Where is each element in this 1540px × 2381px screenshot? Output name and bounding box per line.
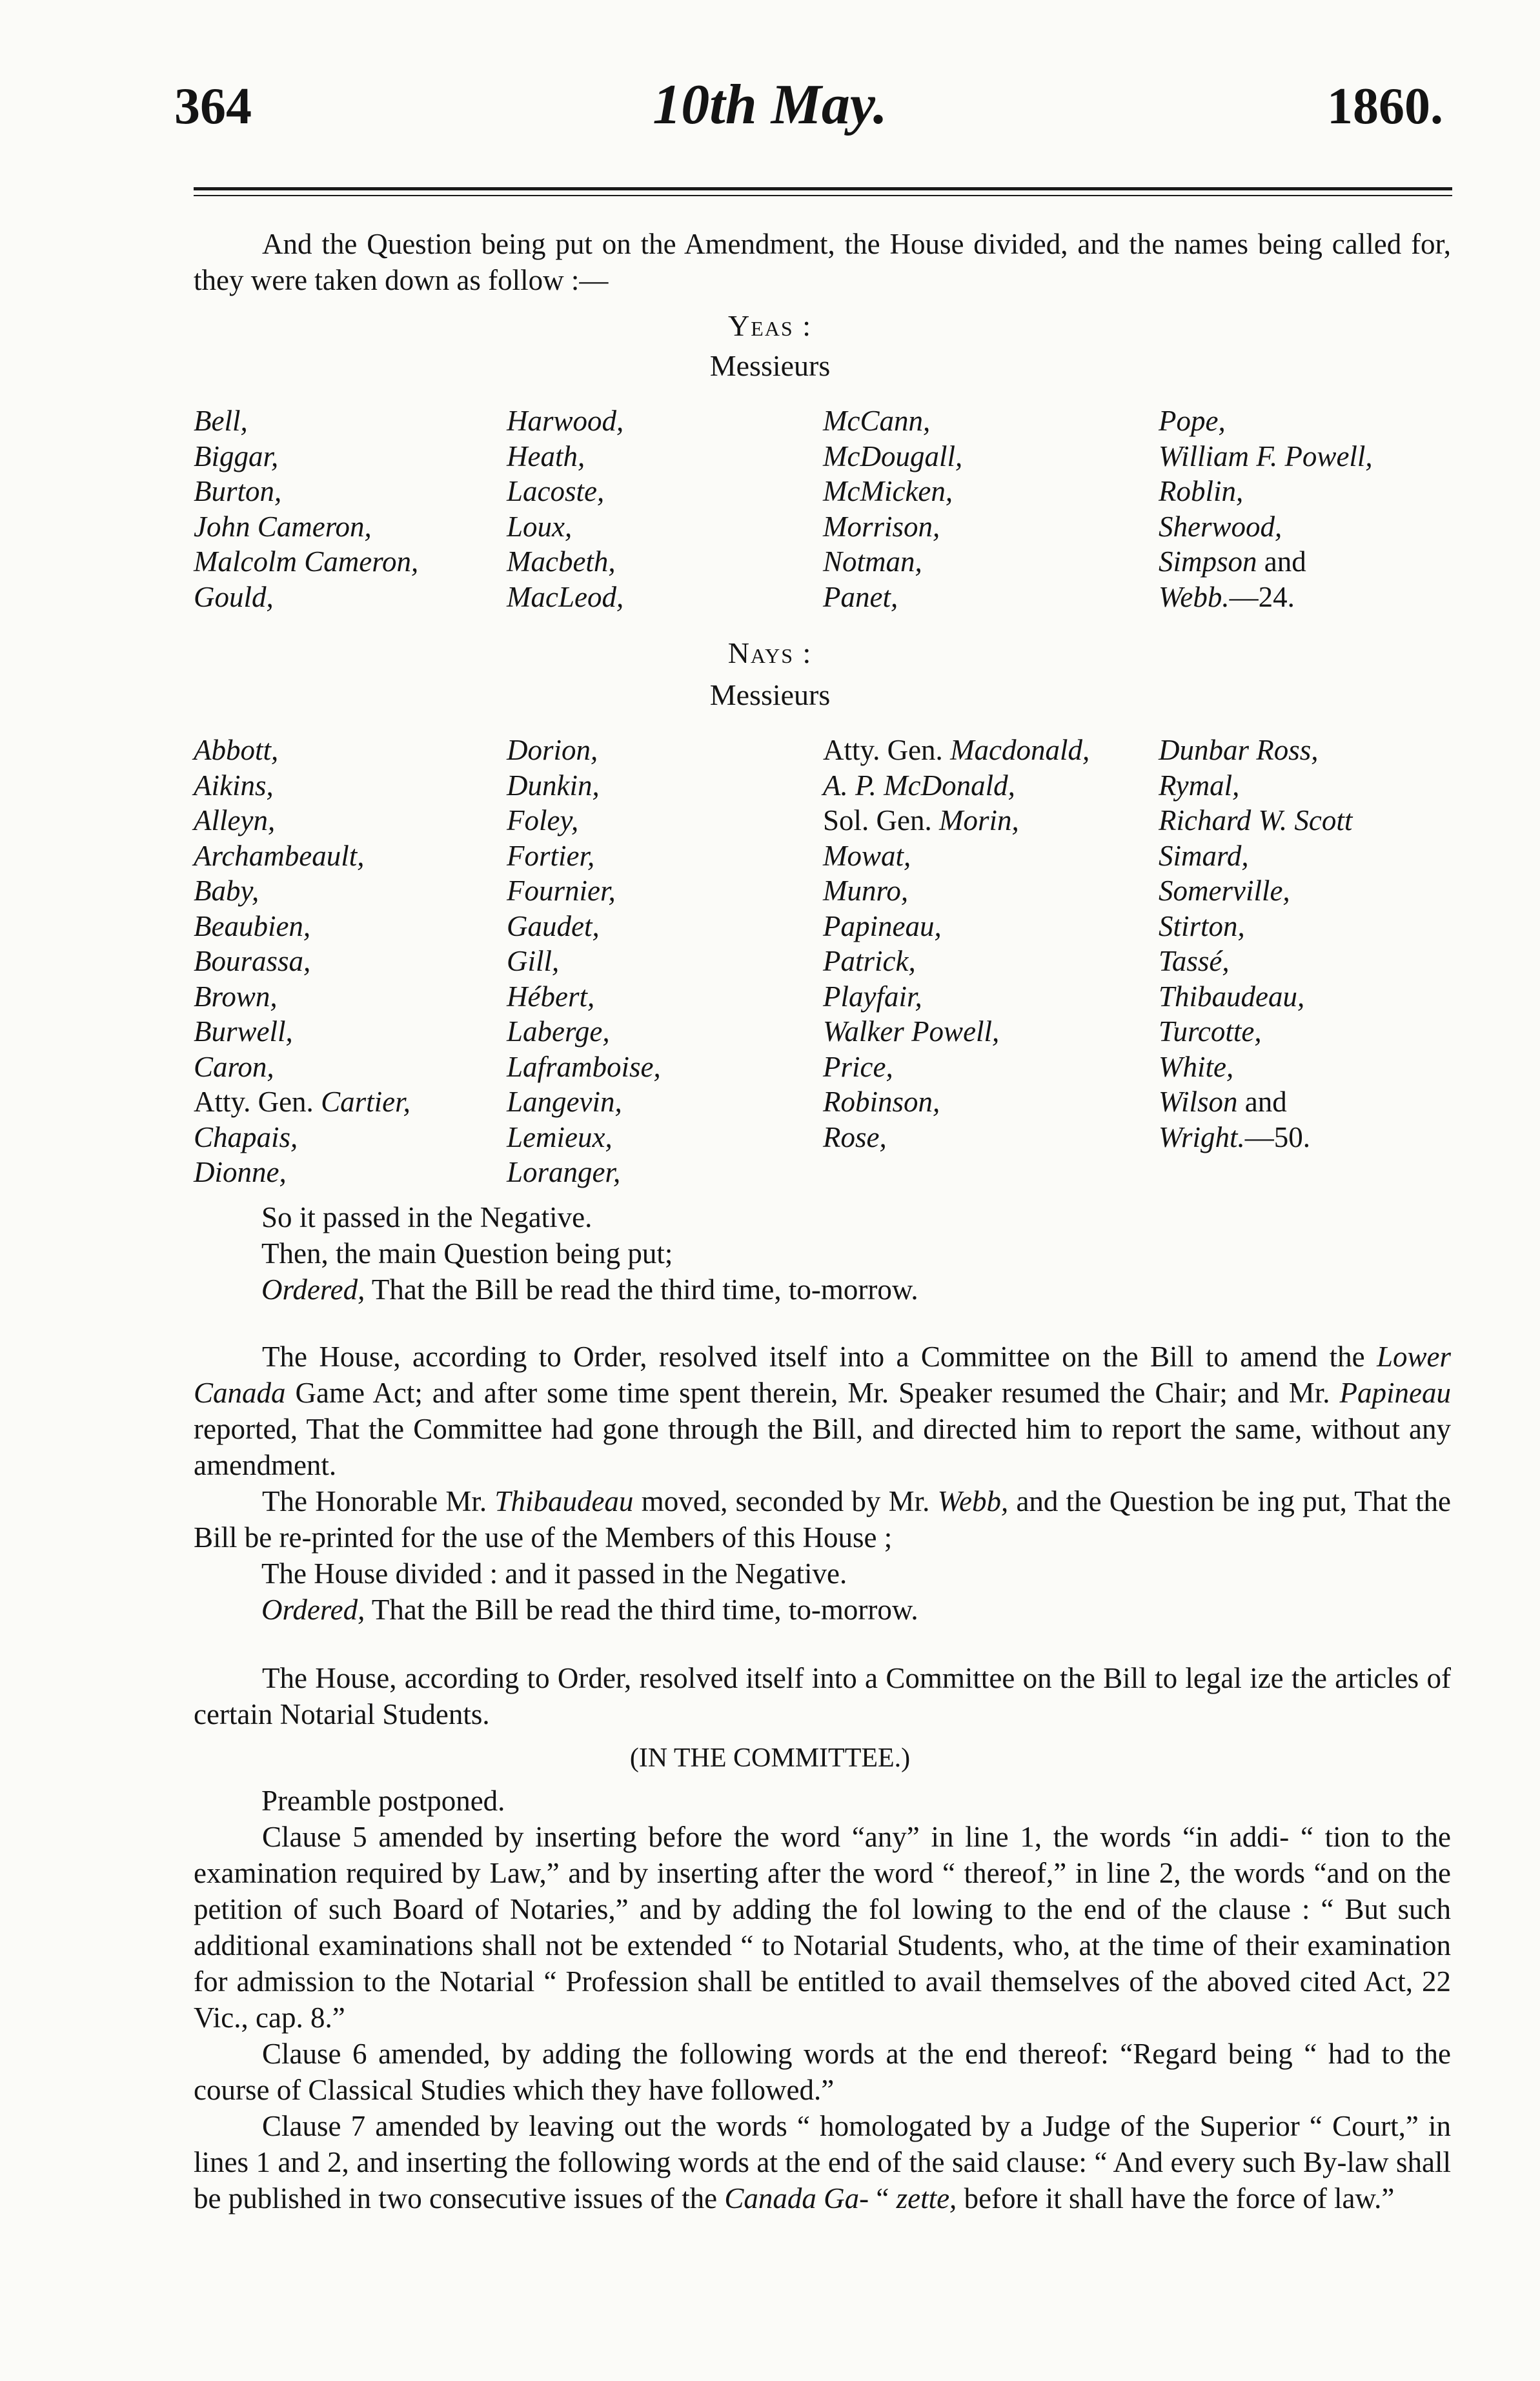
nays-member-name: A. P. McDonald, (823, 769, 1015, 802)
page-date-heading: 10th May. (653, 74, 887, 136)
yeas-member-name: McMicken, (823, 475, 953, 507)
nays-member-name: Lemieux, (507, 1120, 613, 1153)
yeas-member-name: Pope, (1159, 405, 1226, 437)
yeas-member-name: Morrison, (823, 510, 940, 543)
yeas-member-name: Harwood, (507, 405, 624, 437)
nays-member-name: Atty. Gen. Cartier, (194, 1086, 410, 1118)
nays-member-name: Loranger, (507, 1156, 621, 1188)
nays-member-name: Gaudet, (507, 909, 600, 942)
yeas-member-name: Roblin, (1159, 475, 1244, 507)
passed-negative-line: So it passed in the Negative. (261, 1201, 593, 1233)
yeas-member-name: Gould, (194, 580, 274, 613)
yeas-member-name: Sherwood, (1159, 510, 1282, 543)
yeas-member-name: Malcolm Cameron, (194, 545, 419, 578)
nays-member-name: Aikins, (194, 769, 274, 802)
nays-member-name: Caron, (194, 1050, 274, 1083)
nays-member-name: White, (1159, 1050, 1234, 1083)
nays-name-list (194, 733, 1459, 1190)
clause-7-paragraph: Clause 7 amended by leaving out the words “ homologated by a Judge of the Superior “ Court,” in lines 1 and 2, and inserting the following words at the end of the said clause: “ And every such By-law shall be published in two consecutive issues of the Canada Ga- “ zette, before it shall have the force of law.” (194, 2110, 1451, 2214)
yeas-member-name: Lacoste, (507, 475, 605, 507)
yeas-member-name: Heath, (507, 440, 585, 472)
game-act-committee-paragraph: The House, according to Order, resolved itself into a Committee on the Bill to amend the Lower Canada Game Act; and after some time spent therein, Mr. Speaker resumed the Chair; and Mr. Papineau reported, That the Committee had gone through the Bill, and directed him to report the same, without any amendment. (194, 1341, 1451, 1481)
nays-member-name: Beaubien, (194, 909, 311, 942)
nays-member-name: Robinson, (823, 1086, 940, 1118)
nays-member-name: Sol. Gen. Morin, (823, 804, 1019, 836)
nays-member-name: Atty. Gen. Macdonald, (823, 734, 1090, 766)
nays-member-name: Dunkin, (507, 769, 600, 802)
nays-member-name: Simard, (1159, 839, 1249, 872)
nays-member-name: Rose, (823, 1120, 887, 1153)
nays-member-name: Alleyn, (194, 804, 276, 836)
nays-member-name: Price, (823, 1050, 893, 1083)
nays-member-name: Gill, (507, 945, 560, 977)
nays-member-name: Fortier, (507, 839, 595, 872)
nays-member-name: Foley, (507, 804, 579, 836)
nays-member-name: Fournier, (507, 875, 616, 907)
nays-member-name: Turcotte, (1159, 1015, 1262, 1048)
nays-member-name: Abbott, (194, 734, 279, 766)
nays-member-name: Dionne, (194, 1156, 287, 1188)
nays-member-name: Richard W. Scott (1159, 804, 1353, 836)
clause-5-paragraph: Clause 5 amended by inserting before the word “any” in line 1, the words “in addi- “ tion to the examination required by Law,” and by inserting after the word “ thereof,” in line 2, the words “and on the petition of such Board of Notaries,” and by adding the fol lowing to the end of the clause : “ But such additional examinations shall not be extended “ to Notarial Students, who, at the time of their examination for admission to the Notarial “ Profession shall be entitled to avail themselves of the aboved cited Act, 22 Vic., cap. 8.” (194, 1821, 1451, 2034)
nays-member-name: Somerville, (1159, 875, 1290, 907)
nays-member-name: Laberge, (507, 1015, 610, 1048)
nays-member-name: Thibaudeau, (1159, 980, 1305, 1013)
yeas-name-list (194, 403, 1459, 614)
game-act-ordered-line: Ordered, That the Bill be read the third time, to-morrow. (261, 1594, 918, 1626)
yeas-member-name: McCann, (823, 405, 931, 437)
yeas-member-name: MacLeod, (507, 580, 624, 613)
yeas-member-name: John Cameron, (194, 510, 372, 543)
yeas-member-name: Loux, (507, 510, 572, 543)
nays-member-name: Playfair, (823, 980, 922, 1013)
main-question-line: Then, the main Question being put; (261, 1237, 673, 1270)
yeas-member-name: Notman, (823, 545, 922, 578)
yeas-member-name: William F. Powell, (1159, 440, 1373, 472)
clause-6-paragraph: Clause 6 amended, by adding the following words at the end thereof: “Regard being “ had to the course of Classical Studies which they have followed.” (194, 2038, 1451, 2106)
nays-member-name: Papineau, (823, 909, 942, 942)
nays-member-name: Archambeault, (194, 839, 365, 872)
in-committee-heading: (IN THE COMMITTEE.) (629, 1743, 911, 1773)
page-year: 1860. (1327, 78, 1443, 135)
nays-member-name: Dorion, (507, 734, 598, 766)
nays-member-name: Laframboise, (507, 1050, 661, 1083)
nays-messieurs: Messieurs (709, 678, 831, 711)
nays-member-name: Baby, (194, 875, 259, 907)
nays-member-name: Rymal, (1159, 769, 1240, 802)
header-rule-thin (194, 195, 1452, 196)
yeas-member-name: Bell, (194, 405, 248, 437)
nays-member-name (1159, 1155, 1459, 1190)
nays-member-name (823, 1155, 1159, 1190)
nays-member-name: Patrick, (823, 945, 916, 977)
nays-member-name: Dunbar Ross, (1159, 734, 1319, 766)
nays-member-name: Langevin, (507, 1086, 622, 1118)
yeas-member-name: Burton, (194, 475, 282, 507)
nays-member-name: Hébert, (507, 980, 595, 1013)
yeas-member-name: Macbeth, (507, 545, 616, 578)
nays-member-name: Munro, (823, 875, 909, 907)
yeas-member-name: Simpson and (1159, 545, 1306, 578)
nays-member-name: Chapais, (194, 1120, 298, 1153)
yeas-member-name: Webb.—24. (1159, 580, 1295, 613)
nays-member-name: Burwell, (194, 1015, 293, 1048)
yeas-member-name: McDougall, (823, 440, 963, 472)
nays-member-name: Bourassa, (194, 945, 311, 977)
preamble-line: Preamble postponed. (261, 1785, 505, 1817)
nays-member-name: Wilson and (1159, 1086, 1287, 1118)
yeas-member-name: Panet, (823, 580, 898, 613)
nays-member-name: Brown, (194, 980, 278, 1013)
page-number: 364 (174, 78, 252, 135)
nays-member-name: Tassé, (1159, 945, 1230, 977)
yeas-messieurs: Messieurs (709, 349, 831, 382)
yeas-member-name: Biggar, (194, 440, 279, 472)
reprint-motion-paragraph: The Honorable Mr. Thibaudeau moved, seconded by Mr. Webb, and the Question be ing put, That the Bill be re-printed for the use of the Members of this House ; (194, 1485, 1452, 1554)
notarial-committee-paragraph: The House, according to Order, resolved itself into a Committee on the Bill to legal ize the articles of certain Notarial Students. (194, 1662, 1451, 1730)
yeas-heading: Yeas : (728, 309, 812, 342)
nays-member-name: Mowat, (823, 839, 911, 872)
nays-member-name: Stirton, (1159, 909, 1245, 942)
ordered-third-reading-line: Ordered, That the Bill be read the third time, to-morrow. (261, 1273, 918, 1306)
house-divided-line: The House divided : and it passed in the Negative. (261, 1557, 847, 1590)
vote-intro: And the Question being put on the Amendment, the House divided, and the names being called for, they were taken down as follow :— (194, 228, 1451, 296)
header-rule-thick (194, 187, 1452, 190)
nays-member-name: Walker Powell, (823, 1015, 1000, 1048)
nays-member-name: Wright.—50. (1159, 1120, 1311, 1153)
nays-heading: Nays : (727, 636, 813, 669)
